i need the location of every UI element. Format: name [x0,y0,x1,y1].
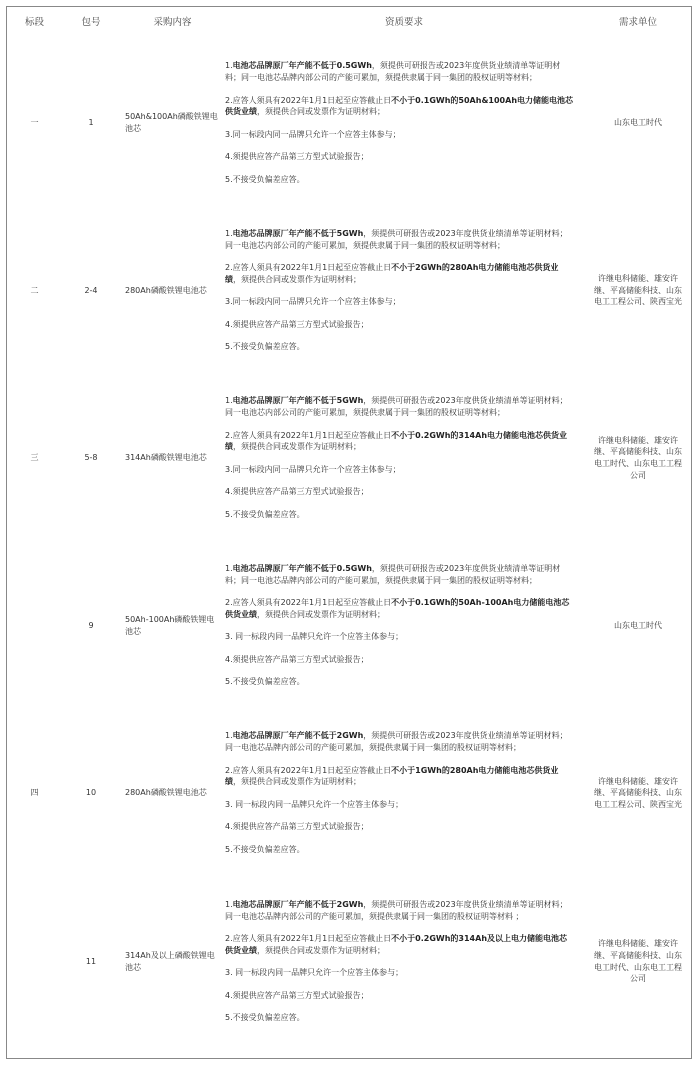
header-unit: 需求单位 [618,17,657,29]
requirement-item [225,730,583,753]
requirement-bold: 电池芯品牌原厂年产能不低于0.5GWh [232,61,372,71]
requirement-text: ，须提供可研报告或2023年度供货业绩清单等证明材料；同一电池芯内部公司的产能可累加，须提供隶属于同一集团的股权证明等材料； [225,228,568,250]
document-frame [6,6,692,1059]
requirement-text: 2.应答人须具有2022年1月1日起至应答截止日 [225,598,392,608]
requirements-cell [225,39,583,207]
requirement-item [225,899,583,922]
requirement-text: ，须提供合同或发票作为证明材料； [257,609,385,619]
content-cell: 314Ah磷酸铁锂电池芯 [125,453,207,463]
table-row [7,542,693,709]
requirement-text: 1. [225,731,233,741]
section-cell [7,542,62,709]
requirement-item [225,395,583,418]
requirement-text: 4.须提供应答产品第三方型式试验报告； [225,152,369,162]
requirement-item [225,129,583,141]
header-content: 采购内容 [153,17,192,29]
requirements-cell [225,542,583,709]
requirement-text: 5.不接受负偏差应答。 [225,509,305,519]
requirement-text: 4.须提供应答产品第三方型式试验报告； [225,654,369,664]
content-cell: 314Ah及以上磷酸铁锂电池芯 [125,950,215,972]
requirement-item [225,464,583,476]
requirement-text: 2.应答人须具有2022年1月1日起至应答截止日 [225,95,392,105]
requirement-text: 1. [225,899,233,909]
requirement-text: 2.应答人须具有2022年1月1日起至应答截止日 [225,934,392,944]
requirement-text: 2.应答人须具有2022年1月1日起至应答截止日 [225,765,392,775]
requirement-item [225,60,583,83]
requirement-item [225,631,583,643]
requirement-item [225,967,583,979]
header-requirements: 资质要求 [384,17,423,29]
requirement-text: 4.须提供应答产品第三方型式试验报告； [225,990,369,1000]
requirement-item [225,1012,583,1024]
requirement-bold: 不小于0.2GWh的314Ah及以上电力储能电池芯供货业绩 [225,934,568,955]
requirements-cell [225,709,583,877]
requirement-text: ，须提供合同或发票作为证明材料； [233,274,361,284]
requirement-text: ，须提供可研报告或2023年度供货业绩清单等证明材料；同一电池芯品牌内部公司的产能可累加，须提供隶属于同一集团的股权证明等材料 ； [225,899,568,921]
section-cell [7,877,62,1046]
requirement-item [225,563,583,586]
package-cell: 9 [88,620,94,630]
requirement-bold: 电池芯品牌原厂年产能不低于2GWh [232,731,364,741]
requirement-item [225,597,583,620]
requirement-bold: 电池芯品牌原厂年产能不低于5GWh [232,396,364,406]
requirement-bold: 不小于0.1GWh的50Ah-100Ah电力储能电池芯供货业绩 [225,598,570,619]
section-cell: 四 [30,788,39,798]
requirement-item [225,799,583,811]
requirement-text: ，须提供可研报告或2023年度供货业绩清单等证明材料；同一电池芯内部公司的产能可累加，须提供隶属于同一集团的股权证明等材料； [225,396,568,418]
requirement-item [225,765,583,788]
requirements-cell [225,877,583,1046]
requirement-text: ，须提供可研报告或2023年度供货业绩清单等证明材料；同一电池芯品牌内部公司的产能可累加，须提供隶属于同一集团的股权证明等材料； [225,61,561,83]
requirement-text: ，须提供合同或发票作为证明材料； [233,777,361,787]
unit-cell: 许继电科储能、雄安许继、平高储能科技、山东电工时代、山东电工工程公司 [594,939,682,984]
content-cell: 280Ah磷酸铁锂电池芯 [125,788,207,798]
requirement-text: 4.须提供应答产品第三方型式试验报告； [225,319,369,329]
requirement-bold: 不小于1GWh的280Ah电力储能电池芯供货业绩 [225,765,559,787]
requirement-item [225,341,583,353]
unit-cell: 许继电科储能、雄安许继、平高储能科技、山东电工工程公司、陕西宝光 [594,776,682,809]
requirement-text: 4.须提供应答产品第三方型式试验报告； [225,822,369,832]
requirement-item [225,319,583,331]
header-section: 标段 [24,17,44,29]
section-cell: 一 [30,118,39,128]
package-cell: 10 [85,788,97,798]
content-cell: 50Ah&100Ah磷酸铁锂电池芯 [125,112,218,133]
requirement-bold: 电池芯品牌原厂年产能不低于5GWh [232,228,364,238]
requirement-item [225,296,583,308]
package-cell: 1 [88,118,94,128]
requirement-text: ，须提供可研报告或2023年度供货业绩清单等证明材料；同一电池芯品牌内部公司的产能可累加，须提供隶属于同一集团的股权证明等材料； [225,731,568,753]
requirement-text: 4.须提供应答产品第三方型式试验报告； [225,487,369,497]
requirement-item [225,262,583,285]
requirement-text: 5.不接受负偏差应答。 [225,1013,305,1023]
requirement-bold: 不小于2GWh的280Ah电力储能电池芯供货业绩 [225,263,559,284]
requirement-item [225,509,583,521]
section-cell: 三 [30,453,39,463]
requirement-text: 5.不接受负偏差应答。 [225,677,305,687]
requirement-bold: 不小于0.1GWh的50Ah&100Ah电力储能电池芯供货业绩 [225,95,574,117]
requirement-text: ，须提供可研报告或2023年度供货业绩清单等证明材料；同一电池芯品牌内部公司的产能可累加，须提供隶属于同一集团的股权证明等材料； [225,563,561,585]
requirement-item [225,844,583,856]
table-row [7,374,693,542]
header-package: 包号 [81,17,101,29]
table-row [7,709,693,877]
requirements-cell [225,207,583,374]
requirement-item [225,95,583,118]
requirement-text: 1. [225,396,233,406]
requirement-text: 3.同一标段内同一品牌只允许一个应答主体参与； [225,129,401,139]
content-cell: 50Ah-100Ah磷酸铁锂电池芯 [125,614,215,636]
requirement-item [225,654,583,666]
requirement-text: 3. 同一标段内同一品牌只允许一个应答主体参与； [225,968,404,978]
procurement-table [7,7,693,1046]
requirement-text: ，须提供合同或发票作为证明材料； [233,442,361,452]
requirement-item [225,821,583,833]
unit-cell: 山东电工时代 [614,620,662,630]
requirement-item [225,430,583,453]
requirement-text: 3.同一标段内同一品牌只允许一个应答主体参与； [225,464,401,474]
package-cell: 11 [85,956,97,966]
package-cell: 5-8 [84,453,98,463]
section-cell: 二 [30,285,39,295]
requirement-text: 1. [225,61,233,71]
requirement-text: 5.不接受负偏差应答。 [225,174,305,184]
requirements-cell [225,374,583,542]
requirement-text: 2.应答人须具有2022年1月1日起至应答截止日 [225,430,392,440]
requirement-text: 3. 同一标段内同一品牌只允许一个应答主体参与； [225,632,404,642]
requirement-item [225,228,583,251]
requirement-item [225,486,583,498]
unit-cell: 许继电科储能、雄安许继、平高储能科技、山东电工工程公司、陕西宝光 [594,274,682,307]
requirement-item [225,151,583,163]
content-cell: 280Ah磷酸铁锂电池芯 [125,285,207,295]
requirement-text: 3. 同一标段内同一品牌只允许一个应答主体参与； [225,799,404,809]
requirement-text: 3.同一标段内同一品牌只允许一个应答主体参与； [225,297,401,307]
unit-cell: 许继电科储能、雄安许继、平高储能科技、山东电工时代、山东电工工程公司 [594,435,682,480]
table-row [7,207,693,374]
requirement-text: 1. [225,563,233,573]
unit-cell: 山东电工时代 [614,118,662,128]
requirement-text: 2.应答人须具有2022年1月1日起至应答截止日 [225,263,392,273]
table-row [7,877,693,1046]
header-row [7,7,693,39]
requirement-item [225,174,583,186]
requirement-text: 5.不接受负偏差应答。 [225,844,305,854]
requirement-text: ，须提供合同或发票作为证明材料； [257,945,385,955]
requirement-text: 5.不接受负偏差应答。 [225,342,305,352]
requirement-bold: 电池芯品牌原厂年产能不低于2GWh [232,899,364,909]
requirement-item [225,676,583,688]
requirement-bold: 电池芯品牌原厂年产能不低于0.5GWh [232,563,372,573]
table-row [7,39,693,207]
requirement-item [225,933,583,956]
requirement-text: ，须提供合同或发票作为证明材料； [257,107,385,117]
requirement-item [225,990,583,1002]
package-cell: 2-4 [84,285,98,295]
requirement-text: 1. [225,228,233,238]
requirement-bold: 不小于0.2GWh的314Ah电力储能电池芯供货业绩 [225,430,568,452]
